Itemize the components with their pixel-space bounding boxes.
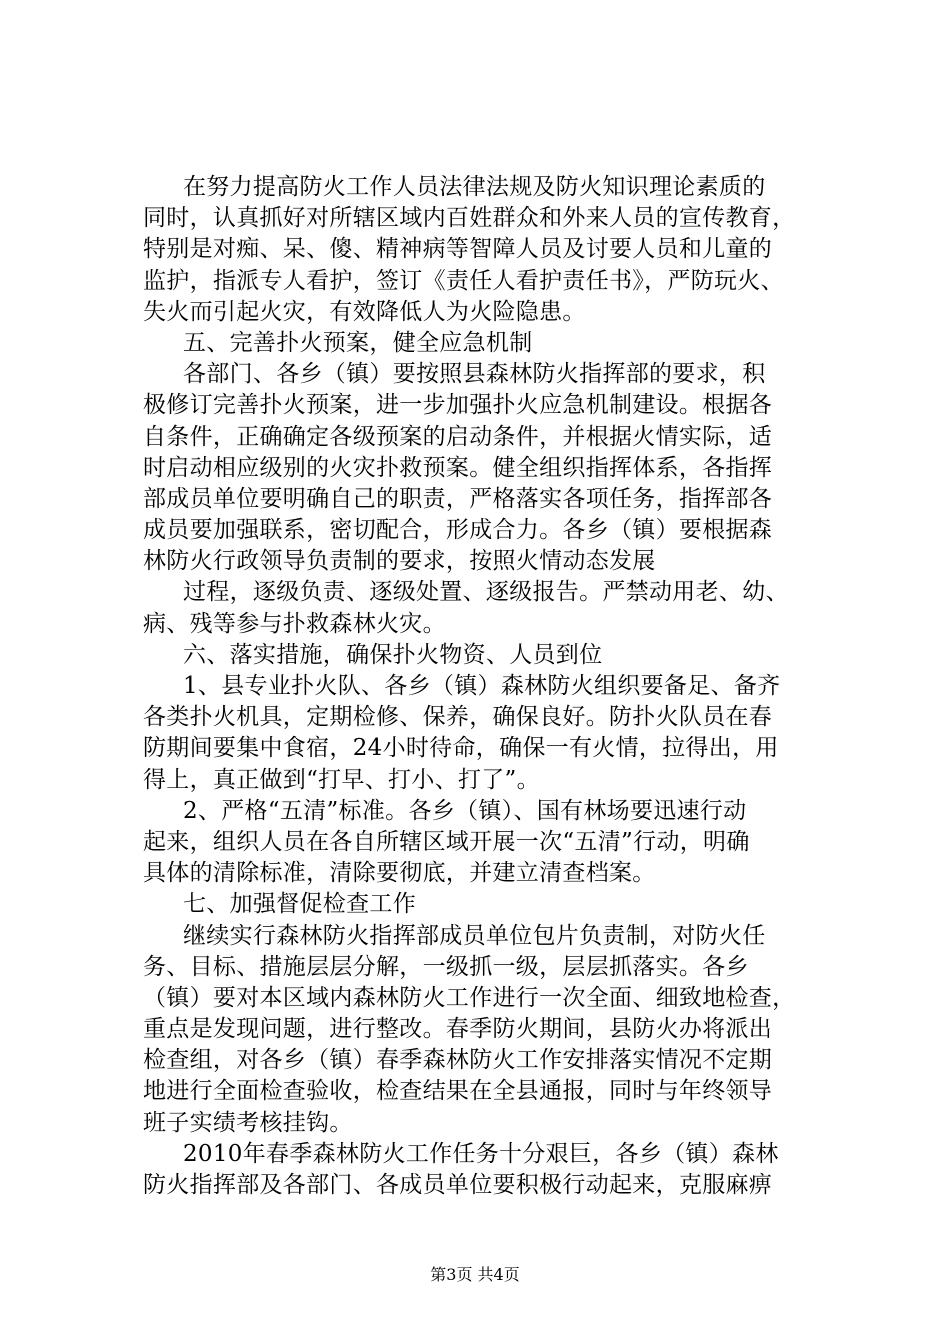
text-line: 务、目标、措施层层分解，一级抓一级，层层抓落实。各乡 <box>143 953 749 980</box>
document-body <box>143 172 843 1201</box>
text-line: 在努力提高防火工作人员法律法规及防火知识理论素质的 <box>183 174 766 200</box>
text-line: 六、落实措施，确保扑火物资、人员到位 <box>183 641 603 668</box>
text-line: 各类扑火机具，定期检修、保养，确保良好。防扑火队员在春 <box>143 704 773 731</box>
text-line: 防期间要集中食宿，24小时待命，确保一有火情，拉得出，用 <box>143 735 779 762</box>
text-line: 监护，指派专人看护，签订《责任人看护责任书》，严防玩火、 <box>143 267 784 294</box>
text-line: 林防火行政领导负责制的要求，按照火情动态发展 <box>143 548 656 575</box>
page-footer: 第3页 共4页 <box>430 1265 520 1284</box>
text-line: 特别是对痴、呆、傻、精神病等智障人员及讨要人员和儿童的 <box>143 236 773 263</box>
text-line: 2010年春季森林防火工作任务十分艰巨，各乡（镇）森林 <box>183 1140 779 1167</box>
text-line: 时启动相应级别的火灾扑救预案。健全组织指挥体系，各指挥 <box>143 454 773 481</box>
text-line: 自条件，正确确定各级预案的启动条件，并根据火情实际，适 <box>143 423 773 450</box>
text-line: 继续实行森林防火指挥部成员单位包片负责制，对防火任 <box>183 922 766 949</box>
text-line: 起来，组织人员在各自所辖区域开展一次“五清”行动，明确 <box>143 828 750 855</box>
text-line: 得上，真正做到“打早、打小、打了”。 <box>143 766 540 793</box>
text-line: 七、加强督促检查工作 <box>183 891 416 918</box>
text-line: 成员要加强联系，密切配合，形成合力。各乡（镇）要根据森 <box>143 517 773 544</box>
text-line: 防火指挥部及各部门、各成员单位要积极行动起来，克服麻痹 <box>143 1172 773 1198</box>
text-line: 地进行全面检查验收，检查结果在全县通报，同时与年终领导 <box>143 1078 773 1105</box>
text-line: 同时，认真抓好对所辖区域内百姓群众和外来人员的宣传教育， <box>143 205 796 232</box>
text-line: 重点是发现问题，进行整改。春季防火期间，县防火办将派出 <box>143 1016 773 1043</box>
text-line: 失火而引起火灾，有效降低人为火险隐患。 <box>143 298 586 325</box>
text-line: 检查组，对各乡（镇）春季森林防火工作安排落实情况不定期 <box>143 1047 773 1074</box>
text-line: 过程，逐级负责、逐级处置、逐级报告。严禁动用老、幼、 <box>183 579 789 606</box>
text-line: 部成员单位要明确自己的职责，严格落实各项任务，指挥部各 <box>143 485 773 512</box>
text-line: 班子实绩考核挂钩。 <box>143 1109 353 1136</box>
text-line: 各部门、各乡（镇）要按照县森林防火指挥部的要求，积 <box>183 361 766 388</box>
text-line: 病、残等参与扑救森林火灾。 <box>143 610 446 637</box>
text-line: 极修订完善扑火预案，进一步加强扑火应急机制建设。根据各 <box>143 392 773 419</box>
text-line: 五、完善扑火预案，健全应急机制 <box>183 329 533 356</box>
text-line: （镇）要对本区域内森林防火工作进行一次全面、细致地检查， <box>143 984 796 1011</box>
text-line: 具体的清除标准，清除要彻底，并建立清查档案。 <box>143 860 656 887</box>
text-line: 2、严格“五清”标准。各乡（镇）、国有林场要迅速行动 <box>183 797 747 824</box>
text-line: 1、县专业扑火队、各乡（镇）森林防火组织要备足、备齐 <box>183 673 781 699</box>
